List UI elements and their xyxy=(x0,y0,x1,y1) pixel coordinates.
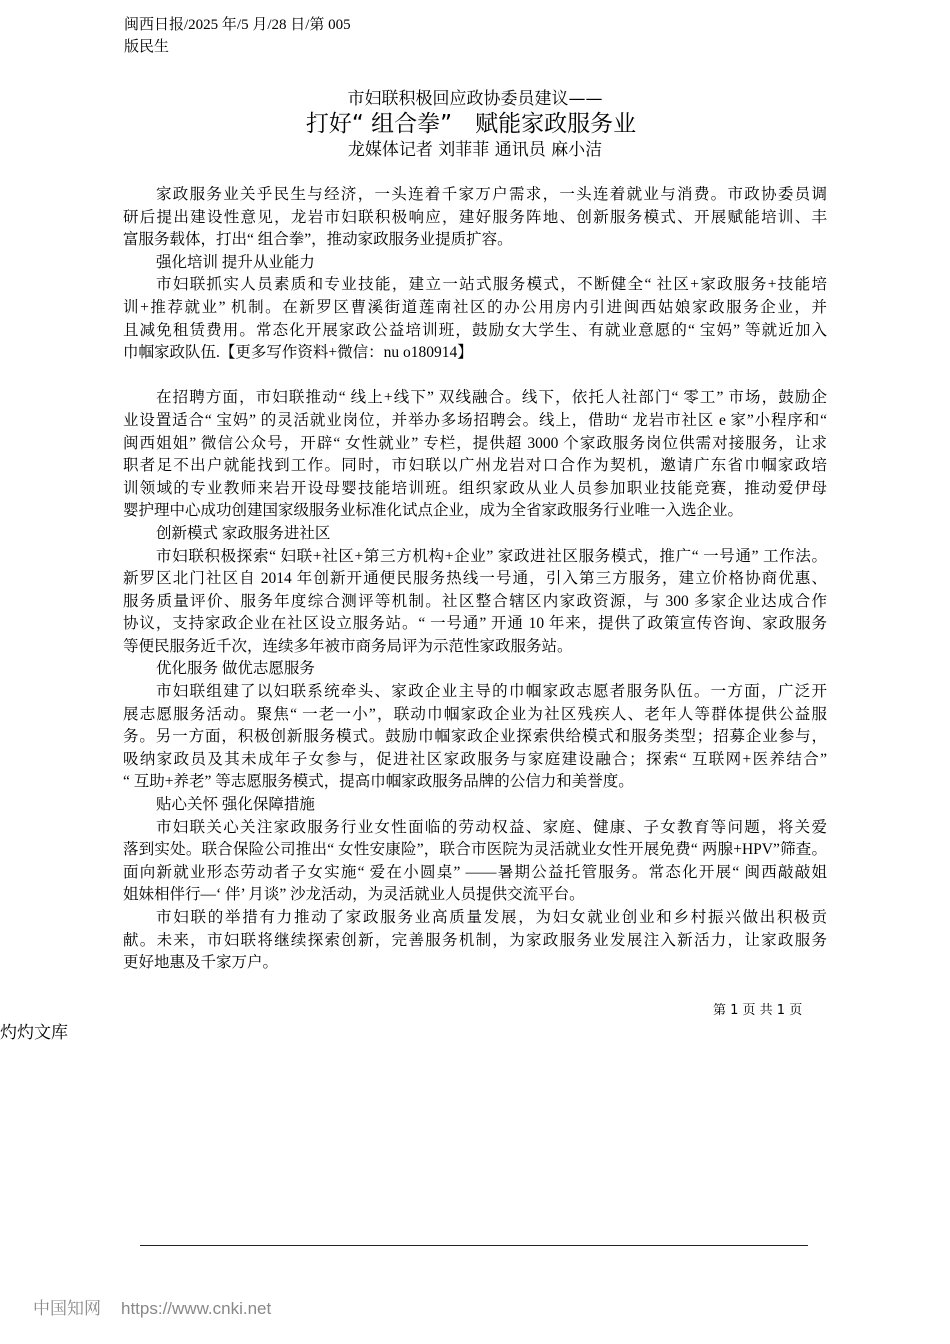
cnki-name: 中国知网 xyxy=(33,1299,101,1318)
text-line: 献。未来，市妇联将继续探索创新，完善服务机制，为家政服务业发展注入新活力，让家政服务 xyxy=(123,931,827,949)
text-line: 市妇联积极探索“ 妇联+社区+第三方机构+企业” 家政进社区服务模式，推广“ 一号通” 工作法。 xyxy=(156,547,827,565)
text-line: 巾帼家政队伍.【更多写作资料+微信：nu o180914】 xyxy=(123,344,473,362)
text-line: 训领域的专业教师来岩开设母婴技能培训班。组织家政从业人员参加职业技能竞赛，推动爱伊母 xyxy=(123,479,827,497)
text-line: 务。另一方面，积极创新服务模式。鼓励巾帼家政企业探索供给模式和服务类型；招募企业参与， xyxy=(123,728,827,746)
source-line: 闽西日报/2025 年/5 月/28 日/第 005 xyxy=(124,17,351,33)
text-line: 协议，支持家政企业在社区设立服务站。“ 一号通” 开通 10 年来，提供了政策宣传咨询、家政服务 xyxy=(123,615,827,633)
article-body xyxy=(123,184,827,975)
section-heading xyxy=(123,252,827,275)
text-line: 吸纳家政员及其未成年子女参与，促进社区家政服务与家庭建设融合；探索“ 互联网+医养结合” xyxy=(123,750,827,768)
text-line: 在招聘方面，市妇联推动“ 线上+线下” 双线融合。线下，依托人社部门“ 零工” 市场，鼓励企 xyxy=(156,389,827,407)
text-line: 训+推荐就业” 机制。在新罗区曹溪街道莲南社区的办公用房内引进闽西姑娘家政服务企业，并 xyxy=(123,298,827,316)
text-line: 富服务载体，打出“ 组合拳”，推动家政服务业提质扩容。 xyxy=(123,231,513,249)
text-line: 家政服务业关乎民生与经济，一头连着千家万户需求，一头连着就业与消费。市政协委员调 xyxy=(156,186,827,203)
text-line: 研后提出建设性意见，龙岩市妇联积极响应，建好服务阵地、创新服务模式、开展赋能培训、丰 xyxy=(123,208,827,226)
text-line: 市妇联关心关注家政服务行业女性面临的劳动权益、家庭、健康、子女教育等问题，将关爱 xyxy=(156,818,827,836)
article-byline: 龙媒体记者 刘菲菲 通讯员 麻小洁 xyxy=(347,140,603,160)
text-line: 婴护理中心成功创建国家级服务业标准化试点企业，成为全省家政服务行业唯一入选企业。 xyxy=(123,502,744,520)
text-line: 市妇联组建了以妇联系统牵头、家政企业主导的巾帼家政志愿者服务队伍。一方面，广泛开 xyxy=(156,683,827,701)
section-heading xyxy=(123,523,827,546)
section-heading xyxy=(123,658,827,681)
cnki-footer xyxy=(33,1294,291,1319)
text-line: “ 互助+养老” 等志愿服务模式，提高巾帼家政服务品牌的公信力和美誉度。 xyxy=(123,773,634,791)
page-number: 第 1 页 共 1 页 xyxy=(713,1003,803,1018)
paragraph xyxy=(123,817,827,907)
text-line: 优化服务 做优志愿服务 xyxy=(156,660,315,678)
blank-line xyxy=(123,365,827,388)
paragraph xyxy=(123,274,827,364)
text-line: 市妇联的举措有力推动了家政服务业高质量发展，为妇女就业创业和乡村振兴做出积极贡 xyxy=(156,909,827,926)
footer-divider xyxy=(140,1245,808,1246)
text-line: 强化培训 提升从业能力 xyxy=(156,253,315,271)
paragraph xyxy=(123,681,827,794)
text-line: 更好地惠及千家万户。 xyxy=(123,954,279,972)
paragraph xyxy=(123,387,827,523)
text-line: 贴心关怀 强化保障措施 xyxy=(156,796,315,814)
text-line: 创新模式 家政服务进社区 xyxy=(156,524,331,542)
watermark-text: 灼灼文库 xyxy=(0,1023,68,1043)
text-line: 落到实处。联合保险公司推出“ 女性安康险”，联合市医院为灵活就业女性开展免费“ 两腺+HPV”筛查。 xyxy=(123,841,827,859)
article-subtitle: 市妇联积极回应政协委员建议—— xyxy=(347,89,603,109)
text-line xyxy=(123,365,827,388)
text-line: 面向新就业形态劳动者子女实施“ 爱在小圆桌” ——暑期公益托管服务。常态化开展“ 闽西敲敲姐 xyxy=(123,863,827,881)
text-line: 市妇联抓实人员素质和专业技能，建立一站式服务模式，不断健全“ 社区+家政服务+技能培 xyxy=(156,276,827,294)
text-line: 业设置适合“ 宝妈” 的灵活就业岗位，并举办多场招聘会。线上，借助“ 龙岩市社区 e 家”小程序和“ xyxy=(123,411,827,429)
text-line: 职者足不出户就能找到工作。同时，市妇联以广州龙岩对口合作为契机，邀请广东省巾帼家政培 xyxy=(123,457,827,475)
paragraph xyxy=(123,546,827,659)
text-line: 新罗区北门社区自 2014 年创新开通便民服务热线一号通，引入第三方服务，建立价格协商优惠、 xyxy=(123,570,827,588)
cnki-url[interactable]: https://www.cnki.net xyxy=(121,1299,272,1318)
text-line: 姐妹相伴行—‘ 伴’ 月谈” 沙龙活动，为灵活就业人员提供交流平台。 xyxy=(123,886,585,904)
paragraph xyxy=(123,907,827,975)
text-line: 展志愿服务活动。聚焦“ 一老一小”，联动巾帼家政企业为社区残疾人、老年人等群体提供公益服 xyxy=(123,705,827,723)
paragraph xyxy=(123,184,827,252)
article-heading xyxy=(0,88,950,162)
source-line-section: 版民生 xyxy=(124,39,170,55)
text-line: 等便民服务近千次，连续多年被市商务局评为示范性家政服务站。 xyxy=(123,637,573,655)
section-heading xyxy=(123,794,827,817)
text-line: 服务质量评价、服务年度综合测评等机制。社区整合辖区内家政资源，与 300 多家企业达成合作 xyxy=(123,592,827,610)
text-line: 且减免租赁费用。常态化开展家政公益培训班，鼓励女大学生、有就业意愿的“ 宝妈” 等就近加入 xyxy=(123,321,827,339)
text-line: 闽西姐姐” 微信公众号，开辟“ 女性就业” 专栏，提供超 3000 个家政服务岗位供需对接服务，让求 xyxy=(123,434,827,452)
article-title: 打好“ 组合拳” 赋能家政服务业 xyxy=(305,111,637,137)
